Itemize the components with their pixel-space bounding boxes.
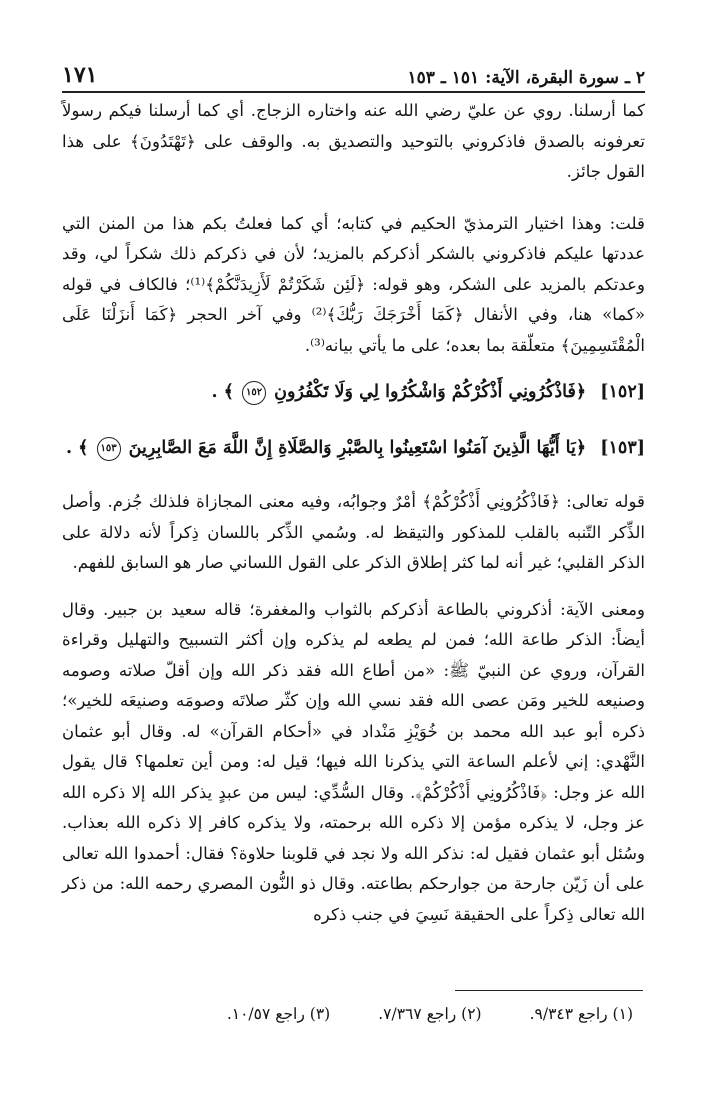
running-title: ٢ ـ سورة البقرة، الآية: ١٥١ ـ ١٥٣ [407, 68, 645, 88]
footnote-3: (٣) راجع ١٠/٥٧. [226, 1005, 331, 1023]
verse-153 [62, 433, 645, 463]
verse-152-close: ﴾ . [211, 382, 234, 402]
verse-152 [62, 377, 645, 407]
footnote-2: (٢) راجع ٧/٣٦٧. [378, 1005, 482, 1023]
verse-153-text: ﴿يَا أَيُّهَا الَّذِينَ آمَنُوا اسْتَعِينُوا بِالصَّبْرِ وَالصَّلَاةِ إِنَّ اللَّهَ مَعَ الصَّابِرِينَ [128, 438, 587, 458]
footnote-1: (١) راجع ٩/٣٤٣. [529, 1005, 633, 1023]
verse-152-number: [١٥٢] [600, 382, 645, 402]
page-header [62, 58, 645, 88]
paragraph-3: قوله تعالى: ﴿فَاذْكُرُونِي أَذْكُرْكُمْ﴾ أمْرٌ وجوابُه، وفيه معنى المجازاة فلذلك جُزم. وأصل الذِّكر التّنبه بالقلب للمذكور والتيقظ له. وسُمي الذِّكر باللسان ذِكراً لأنه دلالة على الذكر القلبي؛ غير أنه لما كثر إطلاق الذكر على القول اللساني صار هو السابق للفهم. [62, 492, 645, 572]
paragraph-4: ومعنى الآية: أذكروني بالطاعة أذكركم بالثواب والمغفرة؛ قاله سعيد بن جبير. وقال أيضاً: الذكر طاعة الله؛ فمن لم يطعه لم يذكره وإن أكثر التسبيح والتهليل وقراءة القرآن، وروي عن النبيّ ﷺ: «من أطاع الله فقد ذكر الله وإن أقلّ صلاته وصومه وصنيعه للخير ومَن عصى الله فقد نسي الله وإن كثّر صلاتَه وصومَه وصنيعَه للخير»؛ ذكره أبو عبد الله محمد بن خُوَيْزِ مَنْداد في «أحكام القرآن» له. وقال أبو عثمان النَّهْدي: إني لأعلم الساعة التي يذكرنا الله فيها؛ قيل له: ومن أين تعلمها؟ قال يقول الله عز وجل: ﴿فَاذْكُرُونِي أَذْكُرْكُمْ﴾. وقال السُّدِّي: ليس من عبدٍ يذكر الله إلا ذكره الله عز وجل، لا يذكره مؤمن إلا ذكره الله برحمته، ولا يذكره كافر إلا ذكره الله بعذاب. وسُئل أبو عثمان فقيل له: نذكر الله ولا نجد في قلوبنا حلاوة؟ فقال: أحمدوا الله تعالى على أن زَيّن جارحة من جوارحكم بطاعته. وقال ذو النُّون المصري رحمه الله: من ذكر الله تعالى ذِكراً على الحقيقة نَسِيَ في جنب ذكره [62, 599, 646, 924]
page-body [62, 96, 645, 930]
verse-end-marker-icon: ١٥٣ [97, 437, 121, 461]
header-rule [62, 91, 645, 93]
verse-end-marker-icon: ١٥٢ [242, 381, 266, 405]
verse-152-text: ﴿فَاذْكُرُونِي أَذْكُرْكُمْ وَاشْكُرُوا لِي وَلَا تَكْفُرُونِ [274, 382, 587, 402]
paragraph-1: كما أرسلنا. روي عن عليّ رضي الله عنه واختاره الزجاج. أي كما أرسلنا فيكم رسولاً تعرفونه بالصدق فاذكروني بالتوحيد والتصديق به. والوقف على ﴿تَهْتَدُونَ﴾ على هذا القول جائز. [62, 101, 645, 181]
footnotes [62, 1005, 645, 1023]
page-number: ١٧١ [62, 62, 98, 88]
paragraph-2: قلت: وهذا اختيار الترمذيّ الحكيم في كتابه؛ أي كما فعلتُ بكم هذا من المنن التي عددتها عليكم فاذكروني بالشكر أذكركم بالمزيد؛ لأن في ذكركم ذلك شكراً لي، وقد وعدتكم بالمزيد على الشكر، وهو قوله: ﴿لَئِن شَكَرْتُمْ لَأَزِيدَنَّكُمْ﴾⁽¹⁾؛ فالكاف في قوله «كما» هنا، وفي الأنفال ﴿كَمَا أَخْرَجَكَ رَبُّكَ﴾⁽²⁾ وفي آخر الحجر ﴿كَمَا أَنزَلْنَا عَلَى الْمُقْتَسِمِينَ﴾ متعلّقة بما بعده؛ على ما يأتي بيانه⁽³⁾. [62, 213, 645, 355]
verse-153-number: [١٥٣] [600, 438, 645, 458]
verse-153-close: ﴾ . [66, 438, 89, 458]
footnote-rule [455, 990, 643, 991]
